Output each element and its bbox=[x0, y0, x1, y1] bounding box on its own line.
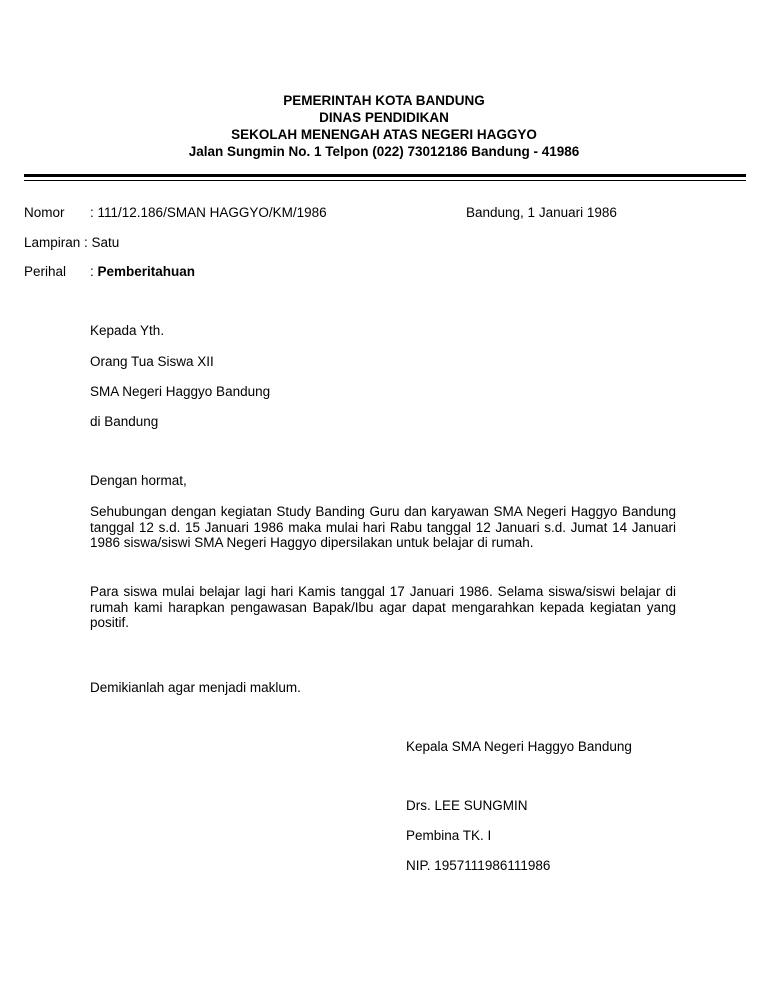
perihal-separator: : bbox=[90, 264, 98, 279]
nomor-label: Nomor bbox=[24, 205, 65, 220]
signature-rank: Pembina TK. I bbox=[406, 828, 492, 843]
recipient-line-3: SMA Negeri Haggyo Bandung bbox=[90, 384, 271, 399]
letterhead-government: PEMERINTAH KOTA BANDUNG bbox=[283, 93, 485, 108]
letter-date: Bandung, 1 Januari 1986 bbox=[466, 205, 617, 220]
greeting: Dengan hormat, bbox=[90, 473, 187, 488]
nomor-row bbox=[24, 205, 327, 220]
signature-nip: NIP. 1957111986111986 bbox=[406, 858, 551, 873]
letterhead-divider-thin bbox=[24, 180, 746, 181]
recipient-line-1: Kepada Yth. bbox=[90, 323, 165, 338]
lampiran-row bbox=[24, 235, 119, 250]
letterhead-school: SEKOLAH MENENGAH ATAS NEGERI HAGGYO bbox=[231, 127, 537, 142]
perihal-row bbox=[24, 264, 195, 279]
signature-title: Kepala SMA Negeri Haggyo Bandung bbox=[406, 739, 632, 754]
letterhead-divider-thick bbox=[24, 174, 746, 177]
body-paragraph-2: Para siswa mulai belajar lagi hari Kamis tanggal 17 Januari 1986. Selama siswa/siswi belajar di rumah kami harapkan pengawasan Bapak/Ibu agar dapat mengarahkan kepada kegiatan yang positif. bbox=[90, 584, 676, 631]
perihal-value: Pemberitahuan bbox=[97, 264, 196, 279]
perihal-label: Perihal bbox=[24, 264, 67, 279]
signature-name: Drs. LEE SUNGMIN bbox=[406, 798, 528, 813]
letterhead-address: Jalan Sungmin No. 1 Telpon (022) 73012186 Bandung - 41986 bbox=[188, 144, 580, 159]
recipient-line-4: di Bandung bbox=[90, 414, 159, 429]
body-paragraph-1: Sehubungan dengan kegiatan Study Banding Guru dan karyawan SMA Negeri Haggyo Bandung tanggal 12 s.d. 15 Januari 1986 maka mulai hari Rabu tanggal 12 Januari s.d. Jumat 14 Januari 1986 siswa/siswi SMA Negeri Haggyo dipersilakan untuk belajar di rumah. bbox=[90, 504, 676, 551]
lampiran-text: Lampiran : Satu bbox=[24, 235, 120, 250]
letterhead bbox=[0, 92, 768, 160]
closing-sentence: Demikianlah agar menjadi maklum. bbox=[90, 680, 301, 695]
nomor-value: : 111/12.186/SMAN HAGGYO/KM/1986 bbox=[90, 205, 327, 220]
letterhead-department: DINAS PENDIDIKAN bbox=[319, 110, 449, 125]
recipient-line-2: Orang Tua Siswa XII bbox=[90, 354, 214, 369]
